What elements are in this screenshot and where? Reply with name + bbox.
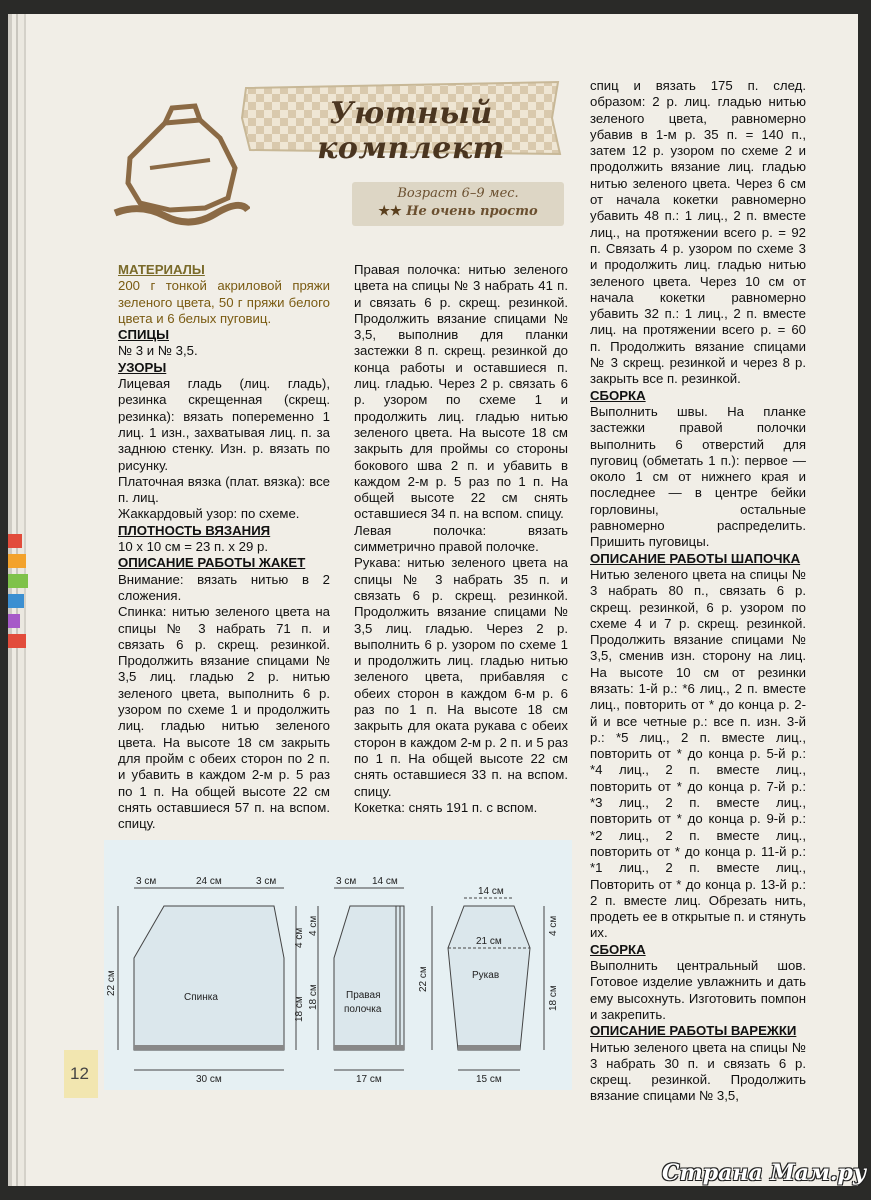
svg-text:4 см: 4 см — [294, 927, 305, 948]
section-heading: СБОРКА — [590, 941, 646, 957]
svg-text:3 см: 3 см — [136, 876, 157, 887]
paragraph: № 3 и № 3,5. — [118, 343, 198, 359]
site-watermark: Страна Мам.ру — [662, 1160, 867, 1186]
star-icon: ★★ — [378, 204, 402, 219]
section-heading: ПЛОТНОСТЬ ВЯЗАНИЯ — [118, 522, 271, 538]
paragraph: Кокетка: снять 191 п. с вспом. — [354, 799, 538, 815]
age-label: Возраст 6–9 мес. — [397, 186, 519, 201]
diagram-back-label: Спинка — [184, 992, 218, 1003]
paragraph: Рукава: нитью зеленого цвета на спицы № 3 набрать 35 п. и связать 6 р. скрещ. резинкой. Продолжить вязание спицами № 3,5 лиц. гладью. Через 2 р. выполнить 6 р. узором по схеме 1 и продолжить лиц. гладью нитью зеленого цвета, прибавляя с обеих сторон в каждом 6-м р. 6 раз по 1 п. На высоте 18 см закрыть для оката рукава с обеих сторон в каждом 2-м р. 2 п. и 5 раз по 1 п. На общей высоте 22 см снять оставшиеся 33 п. на вспом. спицу. — [354, 555, 568, 799]
paragraph: Платочная вязка (плат. вязка): все п. лиц. — [118, 473, 330, 506]
paragraph: Левая полочка: вязать симметрично правой полочке. — [354, 522, 568, 555]
svg-text:18 см: 18 см — [308, 984, 319, 1010]
diagram-sleeve-label: Рукав — [472, 970, 500, 981]
diagram-front-label: Правая — [346, 990, 381, 1001]
section-heading: ОПИСАНИЕ РАБОТЫ ЖАКЕТ — [118, 555, 306, 571]
svg-text:21 см: 21 см — [476, 936, 502, 947]
paragraph: 10 х 10 см = 23 п. х 29 р. — [118, 539, 269, 555]
text-column-2 — [354, 262, 568, 816]
paragraph: спиц и вязать 175 п. след. образом: 2 р. лиц. гладью нитью зеленого цвета, равномерно убавив в 1-м р. 35 п. = 140 п., затем 12 р. узором по схеме 2 и продолжить вязание лиц. гладью нитью зеленого цвета. Через 6 см от начала кокетки равномерно убавить 48 п.: 1 лиц., 2 п. вместе лиц., на протяжении всего р. = 92 п. Связать 4 р. узором по схеме 3 и продолжить лиц. гладью нитью зеленого цвета. Через 10 см от начала кокетки равномерно убавить 32 п.: 1 лиц., 2 п. вместе лиц. на протяжении всего р. = 60 п. Продолжить вязание спицами № 3 скрещ. резинкой и через 8 р. закрыть все п. резинкой. — [590, 78, 806, 387]
svg-text:18 см: 18 см — [548, 985, 559, 1011]
svg-text:24 см: 24 см — [196, 876, 222, 887]
page-title: Уютный комплект — [317, 96, 505, 166]
paragraph: Внимание: вязать нитью в 2 сложения. — [118, 571, 330, 603]
svg-text:3 см: 3 см — [256, 876, 277, 887]
svg-text:22 см: 22 см — [418, 966, 429, 992]
section-heading: МАТЕРИАЛЫ — [118, 262, 205, 277]
svg-text:15 см: 15 см — [476, 1074, 502, 1085]
paragraph: Жаккардовый узор: по схеме. — [118, 506, 300, 522]
page-number: 12 — [64, 1050, 98, 1098]
svg-text:14 см: 14 см — [478, 886, 504, 897]
section-heading: ОПИСАНИЕ РАБОТЫ ШАПОЧКА — [590, 550, 801, 566]
svg-text:4 см: 4 см — [308, 915, 319, 936]
svg-text:4 см: 4 см — [548, 915, 559, 936]
paragraph: Лицевая гладь (лиц. гладь), резинка скрещенная (скрещ. резинка): вязать попеременно 1 лиц. 1 изн., захватывая лиц. п. за заднюю стенку. Изн. р. вязать по рисунку. — [118, 376, 330, 473]
pattern-diagram — [104, 840, 572, 1090]
color-tabs — [8, 534, 30, 794]
paragraph: Нитью зеленого цвета на спицы № 3 набрать 80 п., связать 6 р. скрещ. резинкой, 6 р. узором по схеме 4 и 7 р. скрещ. резинкой. Продолжить вязание спицами № 3,5, сменив изн. сторону на лиц. На высоте 10 см от резинки вязать: 1-й р.: *6 лиц., 2 п. вместе лиц., повторить от * до конца р. 2-й и все четные р.: все п. изн. 3-й р.: *5 лиц., 2 п. вместе лиц., повторить от * до конца р. 5-й р.: *4 лиц., 2 п. вместе лиц., повторить от * до конца р. 7-й р.: *3 лиц., 2 п. вместе лиц., повторить от * до конца р. 9-й р.: *2 лиц., 2 п. вместе лиц., повторить от * до конца р. 11-й р.: *1 лиц., 2 п. вместе лиц., Повторить от * до конца р. 13-й р.: 2 п. вместе лиц. Обрезать нить, продеть ее в открытые п. и стянуть их. — [590, 566, 806, 941]
svg-text:14 см: 14 см — [372, 876, 398, 887]
difficulty-label: ★★ Не очень просто — [378, 204, 538, 219]
svg-text:30 см: 30 см — [196, 1074, 222, 1085]
ship-illustration-icon — [110, 98, 250, 228]
section-heading: СПИЦЫ — [118, 327, 170, 343]
paragraph: Правая полочка: нитью зеленого цвета на спицы № 3 набрать 41 п. и связать 6 р. скрещ. резинкой. Продолжить вязание спицами № 3,5, выполнив для планки застежки 8 п. скрещ. резинкой до конца работы и оставшиеся п. лиц. гладью. Через 2 р. связать 6 р. узором по схеме 1 и продолжить лиц. гладью нитью зеленого цвета. На высоте 18 см закрыть для проймы со стороны бокового шва 2 п. и убавить в каждом 2-м р. 5 раз по 1 п. На общей высоте 22 см снять оставшиеся 34 п. на вспом. спицу. — [354, 262, 568, 522]
svg-text:22 см: 22 см — [106, 970, 117, 996]
paragraph: Спинка: нитью зеленого цвета на спицы № 3 набрать 71 п. и связать 6 р. скрещ. резинкой. Продолжить вязание спицами № 3,5 лиц. гладью 2 р. нитью зеленого цвета, выполнить 6 р. узором по схеме 1 и продолжить лиц. гладью нитью зеленого цвета. На высоте 18 см закрыть для пройм с обеих сторон по 2 п. и убавить в каждом 2-м р. 5 раз по 1 п. На общей высоте 22 см снять оставшиеся 57 п. на вспом. спицу. — [118, 604, 330, 832]
svg-text:18 см: 18 см — [294, 996, 305, 1022]
svg-text:17 см: 17 см — [356, 1074, 382, 1085]
paragraph: Выполнить швы. На планке застежки правой полочки выполнить 6 отверстий для пуговиц (обметать 1 п.): первое — около 1 см от нижнего края и последнее — в центре бейки горловины, остальные равномерно распределить. Пришить пуговицы. — [590, 403, 806, 550]
svg-text:3 см: 3 см — [336, 876, 357, 887]
section-heading: УЗОРЫ — [118, 359, 167, 375]
text-column-3 — [590, 78, 806, 1105]
text-column-1 — [118, 262, 330, 832]
section-heading: ОПИСАНИЕ РАБОТЫ ВАРЕЖКИ — [590, 1023, 797, 1039]
section-heading: СБОРКА — [590, 387, 646, 403]
paragraph: Нитью зеленого цвета на спицы № 3 набрать 30 п. и связать 6 р. скрещ. резинкой. Продолжить вязание спицами № 3,5, — [590, 1039, 806, 1104]
paragraph: 200 г тонкой акриловой пряжи зеленого цвета, 50 г пряжи белого цвета и 6 белых пуговиц. — [118, 278, 330, 326]
paragraph: Выполнить центральный шов. Готовое изделие увлажнить и дать ему высохнуть. Изготовить помпон и закрепить. — [590, 958, 806, 1022]
svg-text:полочка: полочка — [344, 1004, 382, 1015]
